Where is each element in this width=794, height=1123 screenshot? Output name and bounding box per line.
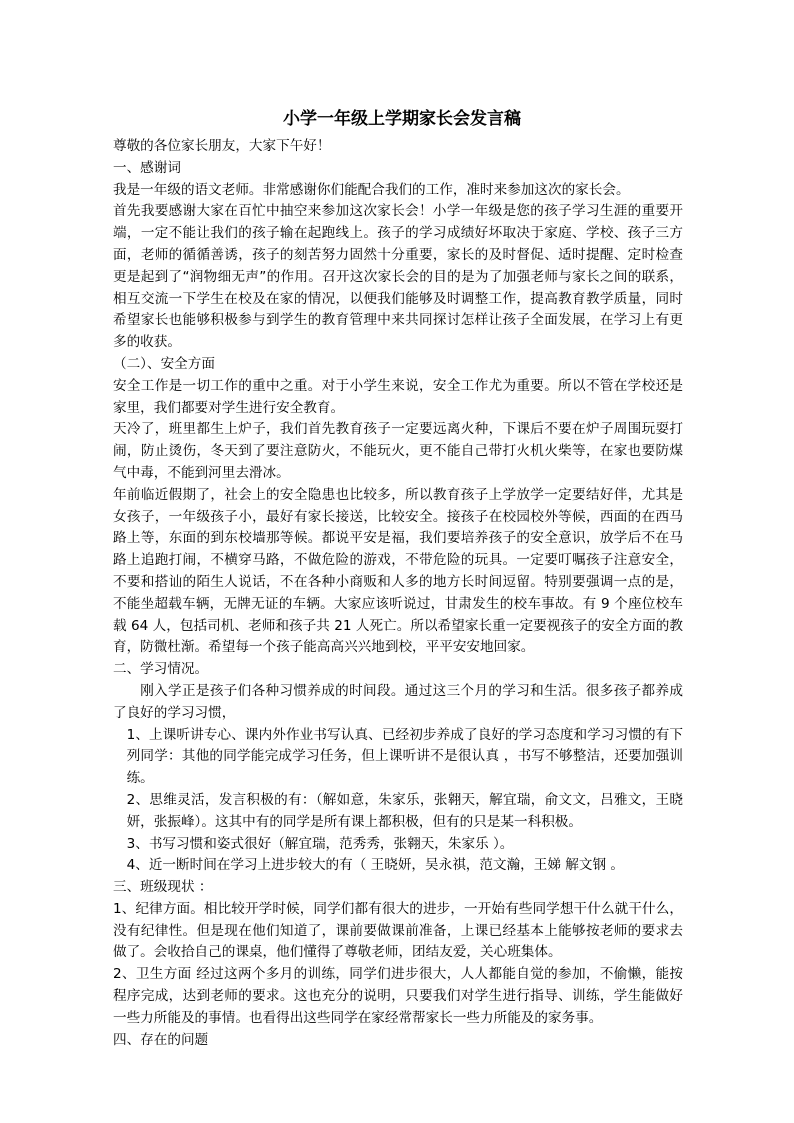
document-page [113,104,683,1051]
list-item: 4、近一断时间在学习上进步较大的有（ 王晓妍，吴永祺，范文瀚，王娣 解文钢 。 [126,857,624,874]
section-heading-problems: 四、存在的问题 [113,1031,209,1048]
section-heading-thanks: 一、感谢词 [113,159,181,176]
paragraph: 安全工作是一切工作的重中之重。对于小学生来说，安全工作尤为重要。所以不管在学校还是家里，我们都要对学生进行安全教育。 [113,377,683,416]
paragraph: 年前临近假期了，社会上的安全隐患也比较多，所以教育孩子上学放学一定要结好伴，尤其是女孩子，一年级孩子小，最好有家长接送，比较安全。接孩子在校园校外等候，西面的在西马路上等，东面的到东校墙那等候。都说平安是福，我们要培养孩子的安全意识，放学后不在马路上追跑打闹，不横穿马路，不做危险的游戏，不带危险的玩具。一定要叮嘱孩子注意安全，不要和搭讪的陌生人说话，不在各种小商贩和人多的地方长时间逗留。特别要强调一点的是，不能坐超载车辆，无牌无证的车辆。大家应该听说过，甘肃发生的校车事故。有 9 个座位校车载 64 人，包括司机、老师和孩子共 21 人死亡。所以希望家长重一定要视孩子的安全方面的教育，防微杜渐。希望每一个孩子能高高兴兴地到校，平平安安地回家。 [113,486,683,656]
paragraph: 2、卫生方面 经过这两个多月的训练，同学们进步很大，人人都能自觉的参加，不偷懒，能按程序完成，达到老师的要求。这也充分的说明，只要我们对学生进行指导、训练，学生能做好一些力所能及的事情。也看得出这些同学在家经常帮家长一些力所能及的家务事。 [113,966,683,1026]
section-heading-safety: （二）、安全方面 [113,355,215,372]
document-title: 小学一年级上学期家长会发言稿 [283,109,521,129]
paragraph: 首先我要感谢大家在百忙中抽空来参加这次家长会！小学一年级是您的孩子学习生涯的重要开端，一定不能让我们的孩子输在起跑线上。孩子的学习成绩好坏取决于家庭、学校、孩子三方面，老师的循循善诱，孩子的刻苦努力固然十分重要，家长的及时督促、适时提醒、定时检查更是起到了“润物细无声”的作用。召开这次家长会的目的是为了加强老师与家长之间的联系，相互交流一下学生在校及在家的情况，以便我们能够及时调整工作，提高教育教学质量，同时希望家长也能够积极参与到学生的教育管理中来共同探讨怎样让孩子全面发展，在学习上有更多的收获。 [113,203,683,351]
paragraph: 天冷了，班里都生上炉子，我们首先教育孩子一定要远离火种，下课后不要在炉子周围玩耍打闹，防止烫伤，冬天到了要注意防火，不能玩火，更不能自己带打火机火柴等，在家也要防煤气中毒，不能到河里去滑冰。 [113,421,683,481]
section-heading-class: 三、班级现状 ： [113,879,213,896]
section-heading-study: 二、学习情况。 [113,661,209,678]
list-item: 2、思维灵活，发言积极的有：（解如意，朱家乐，张翱天，解宜瑞，俞文文，吕雅文，王晓妍，张振峰）。这其中有的同学是所有课上都积极，但有的只是某一科积极。 [126,791,683,830]
paragraph: 刚入学正是孩子们各种习惯养成的时间段。通过这三个月的学习和生活。很多孩子都养成了良好的学习习惯， [113,682,683,721]
list-item: 1、上课听讲专心、课内外作业书写认真、已经初步养成了良好的学习态度和学习习惯的有下列同学：其他的同学能完成学习任务，但上课听讲不是很认真 ，书写不够整洁，还要加强训练。 [126,726,683,787]
list-item: 3、书写习惯和姿式很好（解宜瑞，范秀秀，张翱天，朱家乐 ）。 [126,835,514,852]
paragraph: 我是一年级的语文老师。非常感谢你们能配合我们的工作，准时来参加这次的家长会。 [113,181,630,198]
paragraph: 1、纪律方面。相比较开学时候，同学们都有很大的进步，一开始有些同学想干什么就干什么，没有纪律性。但是现在他们知道了，课前要做课前准备，上课已经基本上能够按老师的要求去做了。会收拾自己的课桌，他们懂得了尊敬老师，团结友爱，关心班集体。 [113,900,683,961]
greeting: 尊敬的各位家长朋友，大家下午好！ [113,138,331,154]
